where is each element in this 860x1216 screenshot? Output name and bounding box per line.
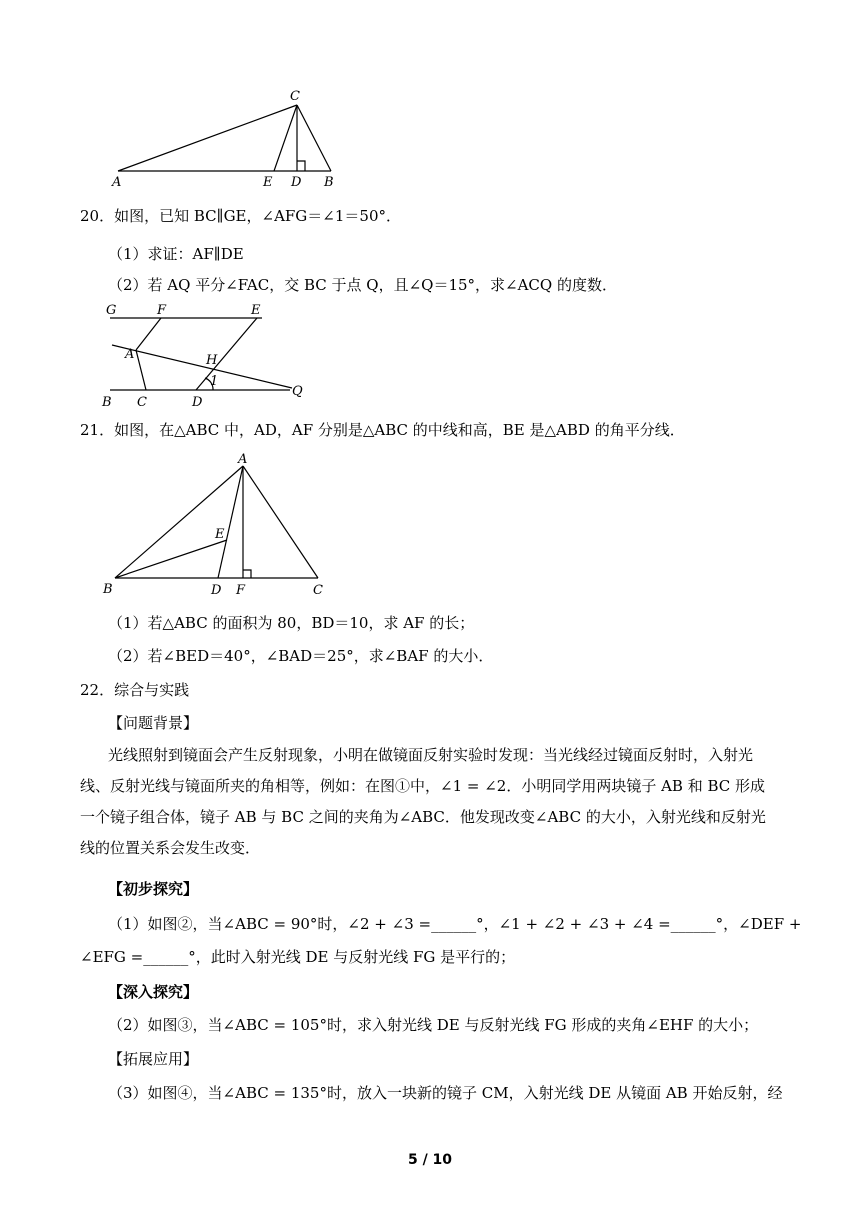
q22-heading-explore: 【初步探究】: [108, 880, 199, 898]
q22-part3: （3）如图④，当∠ABC = 135°时，放入一块新的镜子 CM，入射光线 DE 从镜面 AB 开始反射，经: [108, 1084, 783, 1102]
q20-part2: （2）若 AQ 平分∠FAC，交 BC 于点 Q，且∠Q＝15°，求∠ACQ 的度数．: [108, 276, 617, 294]
fig19-label-a: A: [112, 175, 122, 190]
fig20-label-q: Q: [292, 384, 303, 399]
q21-part1: （1）若△ABC 的面积为 80，BD＝10，求 AF 的长；: [108, 614, 475, 632]
q20-stem: 20．如图，已知 BC∥GE，∠AFG＝∠1＝50°．: [80, 207, 401, 225]
q22-heading-apply: 【拓展应用】: [108, 1050, 199, 1068]
fig20-label-f: F: [157, 303, 167, 318]
fig20-label-1: 1: [210, 374, 219, 389]
fig19-label-c: C: [290, 89, 300, 104]
fig20-label-e: E: [251, 303, 261, 318]
q22-background-paragraph: 光线照射到镜面会产生反射现象，小明在做镜面反射实验时发现：当光线经过镜面反射时，入射光线、反射光线与镜面所夹的角相等，例如：在图①中，∠1 = ∠2．小明同学用两块镜子 AB 和 BC 形成一个镜子组合体，镜子 AB 与 BC 之间的夹角为∠ABC．他发现改变∠ABC 的大小，入射光线和反射光线的位置关系会发生改变．: [80, 746, 766, 857]
fig21-label-b: B: [103, 582, 113, 597]
fig20-label-g: G: [106, 303, 117, 318]
q22-part2: （2）如图③，当∠ABC = 105°时，求入射光线 DE 与反射光线 FG 形成的夹角∠EHF 的大小；: [108, 1016, 759, 1034]
triangle-figure-q21: [98, 448, 338, 600]
fig20-label-b: B: [102, 395, 112, 410]
q22-part1-line1: （1）如图②，当∠ABC = 90°时，∠2 + ∠3 =______°，∠1 + ∠2 + ∠3 + ∠4 =______°，∠DEF +: [108, 915, 802, 933]
fig19-label-b: B: [324, 175, 334, 190]
q22-part1-line2: ∠EFG =______°，此时入射光线 DE 与反射光线 FG 是平行的；: [80, 948, 516, 966]
fig19-label-e: E: [263, 175, 273, 190]
q20-part1: （1）求证：AF∥DE: [108, 245, 244, 263]
q22-heading-deep: 【深入探究】: [108, 983, 199, 1001]
fig21-label-f: F: [236, 583, 246, 598]
q22-heading-background: 【问题背景】: [108, 714, 199, 732]
page-number: 5 / 10: [407, 1152, 453, 1168]
q21-stem: 21．如图，在△ABC 中，AD，AF 分别是△ABC 的中线和高，BE 是△ABD 的角平分线．: [80, 421, 685, 439]
fig20-label-h: H: [206, 353, 218, 368]
fig21-label-a: A: [238, 452, 248, 467]
fig20-label-a: A: [125, 347, 135, 362]
q22-stem: 22．综合与实践: [80, 681, 190, 699]
fig19-label-d: D: [291, 175, 302, 190]
fig20-label-c: C: [137, 395, 147, 410]
triangle-figure-q19: [105, 86, 435, 192]
fig21-label-c: C: [313, 583, 323, 598]
fig20-label-d: D: [192, 395, 203, 410]
parallel-lines-figure-q20: [100, 298, 320, 410]
fig21-label-e: E: [215, 527, 225, 542]
q21-part2: （2）若∠BED＝40°，∠BAD＝25°，求∠BAF 的大小．: [108, 647, 494, 665]
fig21-label-d: D: [211, 583, 222, 598]
